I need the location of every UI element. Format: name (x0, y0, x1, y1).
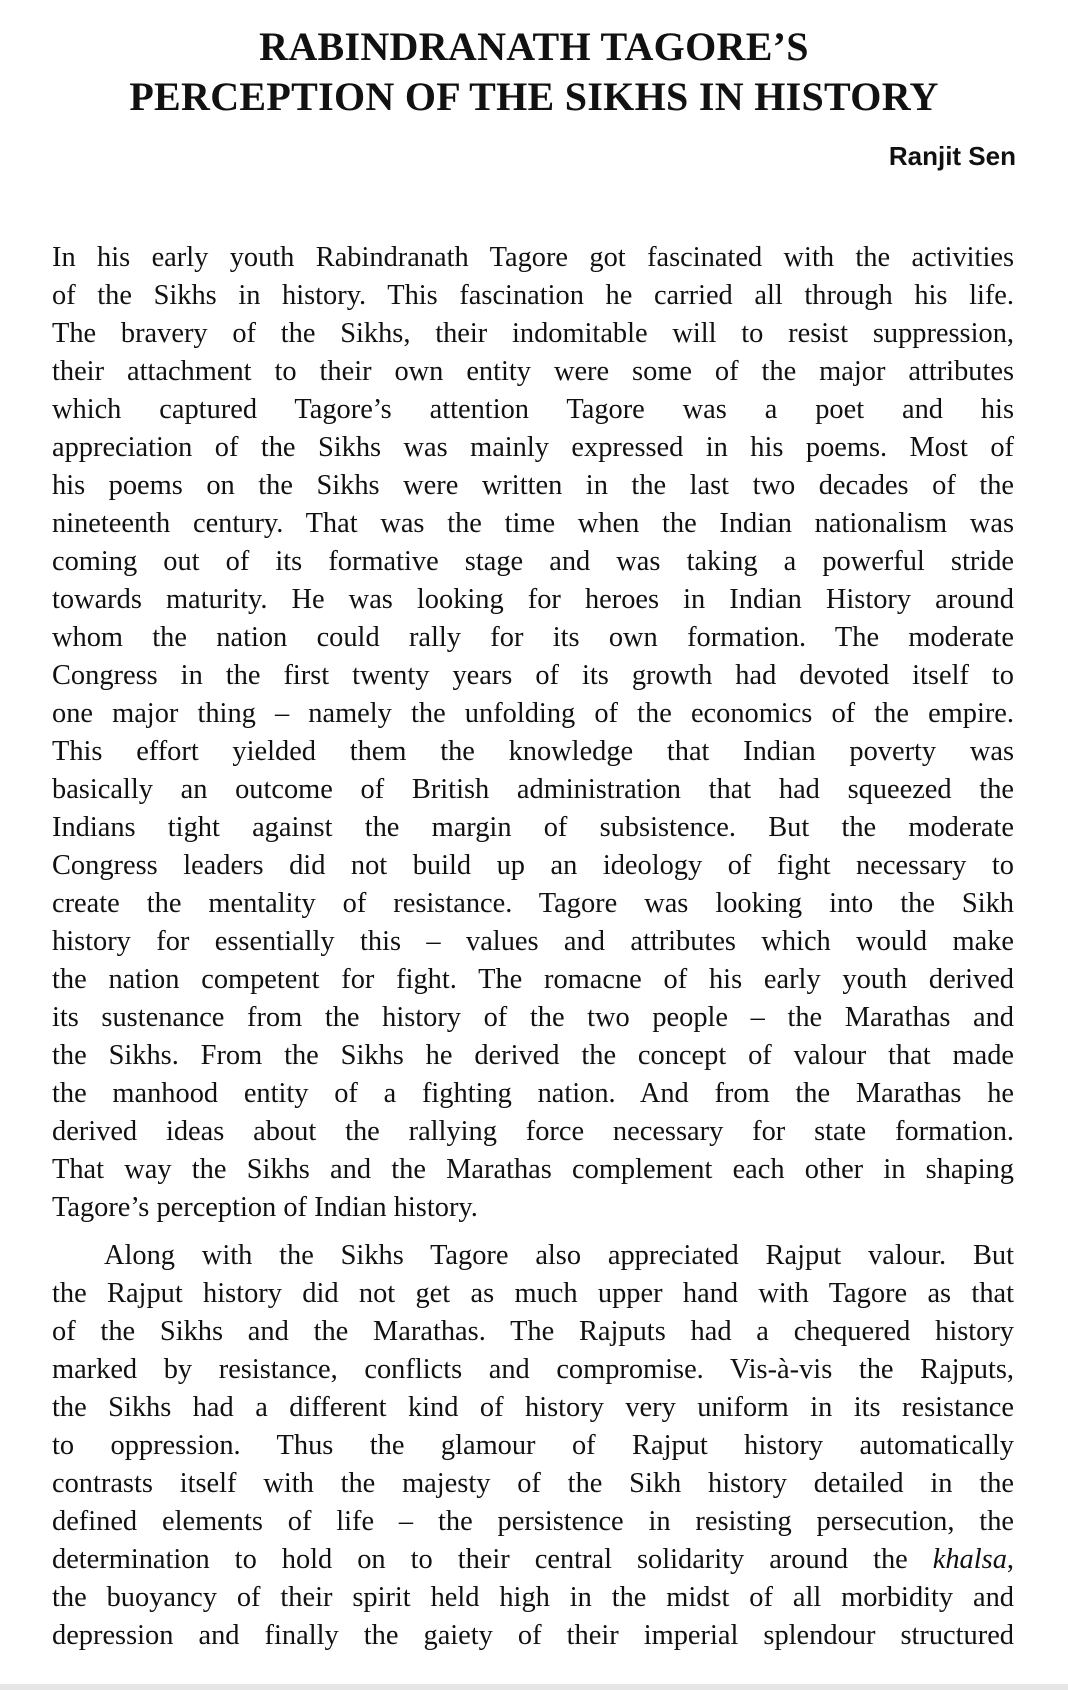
text-line: towards maturity. He was looking for heroes in Indian History around (52, 584, 1014, 615)
text-line: marked by resistance, conflicts and compromise. Vis-à-vis the Rajputs, (52, 1354, 1014, 1385)
paragraph-2 (52, 1237, 1014, 1655)
text-line: the Sikhs. From the Sikhs he derived the concept of valour that made (52, 1040, 1014, 1071)
text-line: its sustenance from the history of the two people – the Marathas and (52, 1002, 1014, 1033)
author-name: Ranjit Sen (888, 141, 1016, 171)
text-line: the Sikhs had a different kind of history very uniform in its resistance (52, 1392, 1014, 1423)
text-line-content: determination to hold on to their central solidarity around the (52, 1544, 933, 1575)
text-line: In his early youth Rabindranath Tagore got fascinated with the activities (52, 242, 1014, 273)
text-line: That way the Sikhs and the Marathas complement each other in shaping (52, 1154, 1014, 1185)
text-line: contrasts itself with the majesty of the Sikh history detailed in the (52, 1468, 1014, 1499)
text-line: to oppression. Thus the glamour of Rajput history automatically (52, 1430, 1014, 1461)
page-bottom-edge (0, 1684, 1068, 1690)
text-line: the buoyancy of their spirit held high in the midst of all morbidity and (52, 1582, 1014, 1613)
text-line: Tagore’s perception of Indian history. (52, 1192, 478, 1223)
text-line: The bravery of the Sikhs, their indomitable will to resist suppression, (52, 318, 1014, 349)
text-line: basically an outcome of British administration that had squeezed the (52, 774, 1014, 805)
article-title (40, 22, 1028, 122)
text-line-content: , (1006, 1544, 1014, 1575)
text-line: appreciation of the Sikhs was mainly expressed in his poems. Most of (52, 432, 1014, 463)
text-line: coming out of its formative stage and was taking a powerful stride (52, 546, 1014, 577)
text-line: history for essentially this – values and attributes which would make (52, 926, 1014, 957)
text-line (52, 1237, 1014, 1275)
text-line: which captured Tagore’s attention Tagore was a poet and his (52, 394, 1014, 425)
text-line: Congress in the first twenty years of its growth had devoted itself to (52, 660, 1014, 691)
text-line: one major thing – namely the unfolding of the economics of the empire. (52, 698, 1014, 729)
text-line: derived ideas about the rallying force necessary for state formation. (52, 1116, 1014, 1147)
text-line: their attachment to their own entity were some of the major attributes (52, 356, 1014, 387)
text-line: whom the nation could rally for its own formation. The moderate (52, 622, 1014, 653)
text-line: This effort yielded them the knowledge that Indian poverty was (52, 736, 1014, 767)
text-line-content: Along with the Sikhs Tagore also appreciated Rajput valour. But (104, 1240, 1014, 1271)
text-line (52, 1541, 1014, 1579)
text-line: Indians tight against the margin of subsistence. But the moderate (52, 812, 1014, 843)
text-line: of the Sikhs and the Marathas. The Rajputs had a chequered history (52, 1316, 1014, 1347)
text-line: the nation competent for fight. The romacne of his early youth derived (52, 964, 1014, 995)
text-line: the Rajput history did not get as much upper hand with Tagore as that (52, 1278, 1014, 1309)
text-line: his poems on the Sikhs were written in the last two decades of the (52, 470, 1014, 501)
article-title-line-2: PERCEPTION OF THE SIKHS IN HISTORY (129, 74, 939, 119)
text-line: nineteenth century. That was the time when the Indian nationalism was (52, 508, 1014, 539)
article-body (52, 239, 1014, 1655)
text-line: of the Sikhs in history. This fascination he carried all through his life. (52, 280, 1014, 311)
paragraph-1 (52, 239, 1014, 1227)
text-line: Congress leaders did not build up an ideology of fight necessary to (52, 850, 1014, 881)
text-line: depression and finally the gaiety of their imperial splendour structured (52, 1620, 1014, 1651)
text-line: create the mentality of resistance. Tagore was looking into the Sikh (52, 888, 1014, 919)
italic-term: khalsa (932, 1544, 1007, 1575)
text-line: the manhood entity of a fighting nation. And from the Marathas he (52, 1078, 1014, 1109)
article-title-line-1: RABINDRANATH TAGORE’S (259, 24, 809, 69)
text-line: defined elements of life – the persistence in resisting persecution, the (52, 1506, 1014, 1537)
